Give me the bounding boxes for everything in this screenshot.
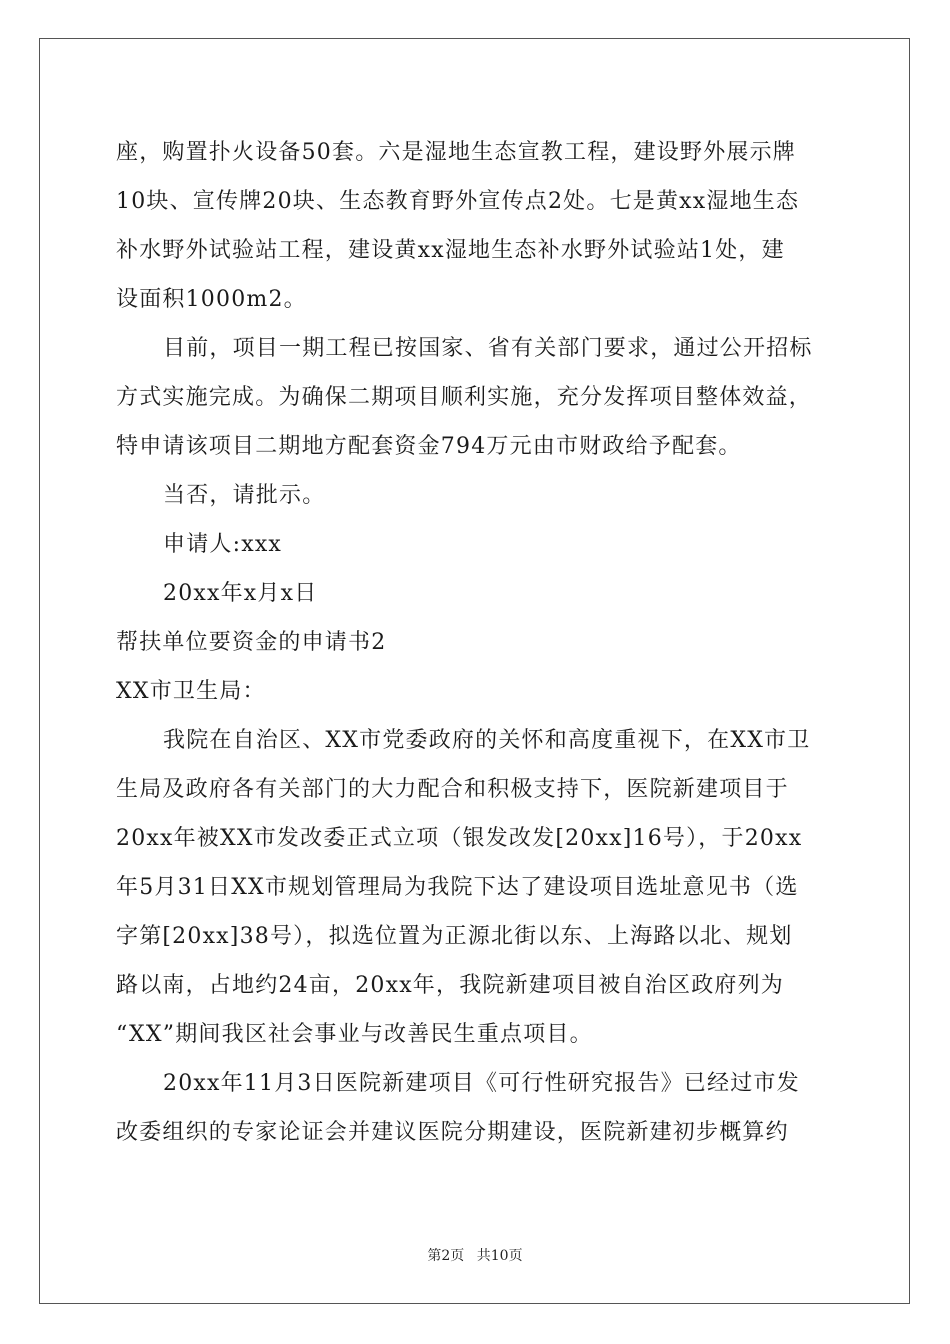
text-line: 年5月31日XX市规划管理局为我院下达了建设项目选址意见书（选 bbox=[116, 875, 799, 900]
page-number: 第2页 bbox=[427, 1248, 465, 1264]
section-title: 帮扶单位要资金的申请书2 bbox=[116, 630, 387, 655]
addressee: XX市卫生局： bbox=[116, 679, 266, 704]
text-line: “XX”期间我区社会事业与改善民生重点项目。 bbox=[116, 1022, 593, 1047]
text-line: 设面积1000m2。 bbox=[116, 287, 307, 312]
text-line: 字第[20xx]38号），拟选位置为正源北街以东、上海路以北、规划 bbox=[116, 924, 793, 949]
text-line: 20xx年被XX市发改委正式立项（银发改发[20xx]16号），于20xx bbox=[116, 826, 803, 851]
approval-request: 当否，请批示。 bbox=[163, 483, 326, 508]
text-line: 10块、宣传牌20块、生态教育野外宣传点2处。七是黄xx湿地生态 bbox=[116, 189, 800, 214]
text-line: 座，购置扑火设备50套。六是湿地生态宣教工程，建设野外展示牌 bbox=[116, 140, 796, 165]
document-body bbox=[116, 128, 840, 1157]
paragraph-start: 目前，项目一期工程已按国家、省有关部门要求，通过公开招标 bbox=[163, 336, 813, 361]
paragraph-start: 我院在自治区、XX市党委政府的关怀和高度重视下，在XX市卫 bbox=[163, 728, 811, 753]
applicant: 申请人:xxx bbox=[163, 532, 283, 557]
page-total: 共10页 bbox=[476, 1248, 523, 1264]
text-line: 路以南，占地约24亩，20xx年，我院新建项目被自治区政府列为 bbox=[116, 973, 785, 998]
text-line: 补水野外试验站工程，建设黄xx湿地生态补水野外试验站1处，建 bbox=[116, 238, 785, 263]
text-line: 特申请该项目二期地方配套资金794万元由市财政给予配套。 bbox=[116, 434, 742, 459]
paragraph-start: 20xx年11月3日医院新建项目《可行性研究报告》已经过市发 bbox=[163, 1071, 800, 1096]
text-line: 方式实施完成。为确保二期项目顺利实施，充分发挥项目整体效益， bbox=[116, 385, 813, 410]
text-line: 生局及政府各有关部门的大力配合和积极支持下，医院新建项目于 bbox=[116, 777, 789, 802]
date: 20xx年x月x日 bbox=[163, 581, 318, 606]
text-line: 改委组织的专家论证会并建议医院分期建设，医院新建初步概算约 bbox=[116, 1120, 789, 1145]
page-footer bbox=[0, 1245, 950, 1265]
